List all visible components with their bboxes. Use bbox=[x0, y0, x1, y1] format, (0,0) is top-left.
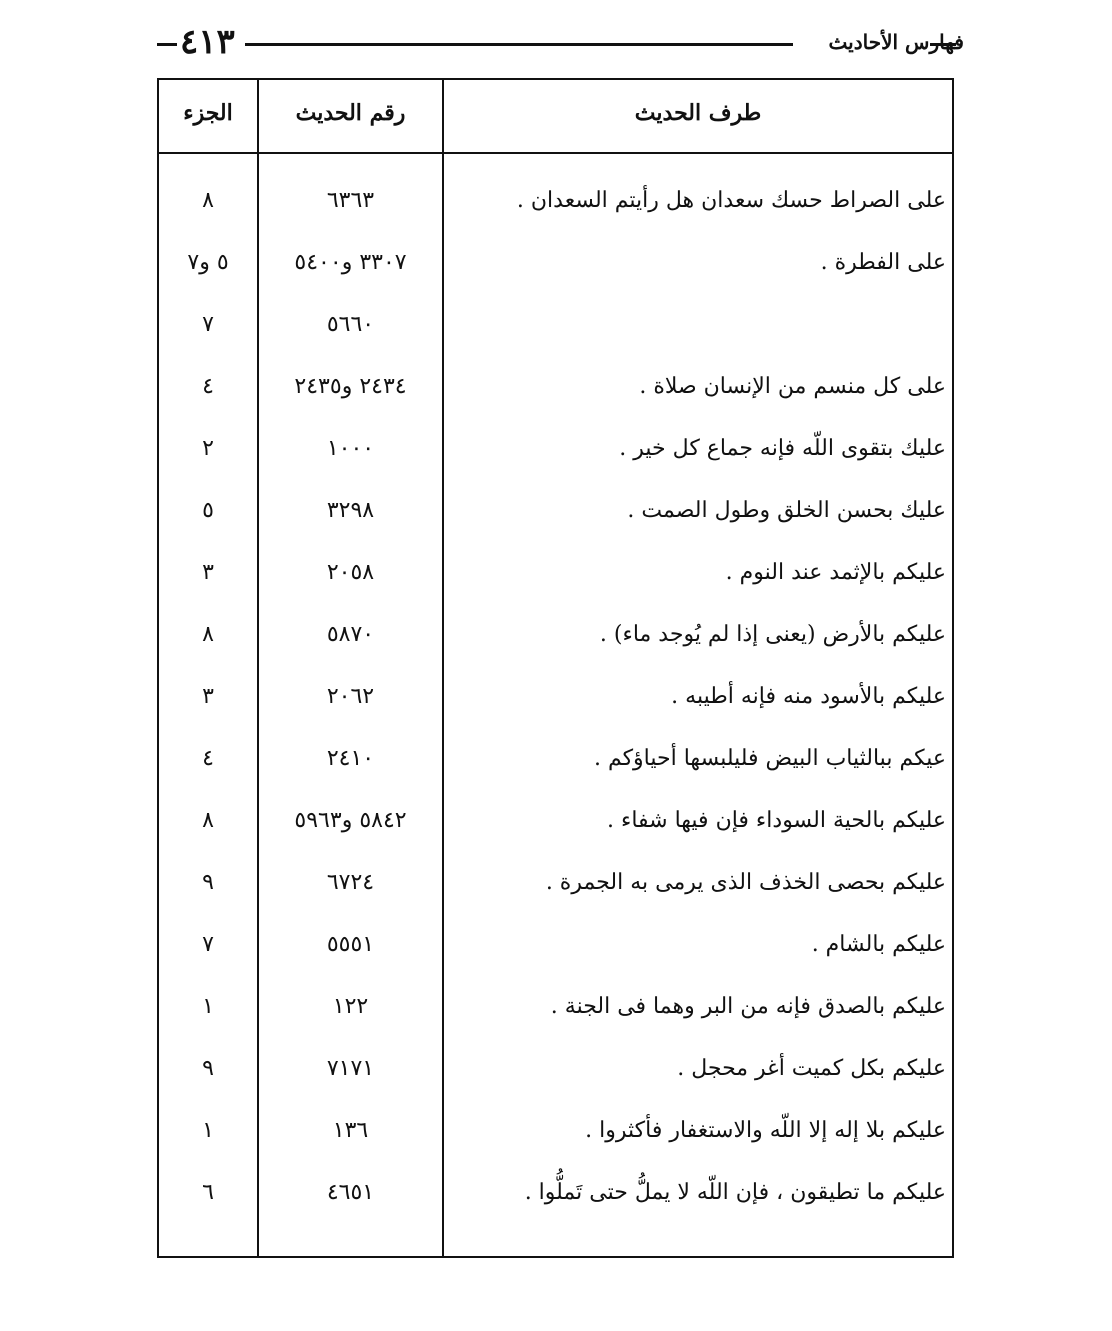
number-cell: ٣٢٩٨ bbox=[326, 498, 375, 523]
text-cell: عليكم ما تطيقون ، فإن اللّه لا يملُّ حتى تَملُّوا . bbox=[524, 1180, 946, 1205]
volume-cell: ٣ bbox=[202, 560, 214, 585]
number-cell: ٧١٧١ bbox=[326, 1056, 375, 1081]
text-cell: عليك بحسن الخلق وطول الصمت . bbox=[627, 498, 946, 523]
number-cell: ٣٣٠٧ و٥٤٠٠ bbox=[294, 250, 407, 275]
number-cell: ٦٣٦٣ bbox=[326, 188, 375, 213]
volume-cell: ٢ bbox=[202, 436, 214, 461]
table-row bbox=[159, 242, 956, 304]
text-cell: عليكم بالحية السوداء فإن فيها شفاء . bbox=[606, 808, 946, 833]
table-row bbox=[159, 366, 956, 428]
text-cell: عليكم بكل كميت أغر محجل . bbox=[677, 1056, 946, 1081]
number-cell: ٥٨٧٠ bbox=[326, 622, 375, 647]
table-row bbox=[159, 180, 956, 242]
volume-cell: ٤ bbox=[202, 746, 214, 771]
volume-cell: ٧ bbox=[202, 312, 214, 337]
table-row bbox=[159, 614, 956, 676]
table-row bbox=[159, 924, 956, 986]
volume-cell: ٩ bbox=[202, 870, 214, 895]
volume-cell: ٨ bbox=[202, 188, 214, 213]
header-rule bbox=[157, 43, 177, 46]
table-row bbox=[159, 676, 956, 738]
header-divider bbox=[159, 152, 952, 154]
page-number: ٤١٣ bbox=[180, 22, 235, 62]
running-header bbox=[0, 20, 1112, 64]
volume-cell: ٨ bbox=[202, 622, 214, 647]
column-header-volume: الجزء bbox=[183, 100, 233, 126]
table-row bbox=[159, 862, 956, 924]
text-cell: عليكم بالصدق فإنه من البر وهما فى الجنة . bbox=[550, 994, 946, 1019]
number-cell: ٢٠٦٢ bbox=[326, 684, 375, 709]
table-row bbox=[159, 800, 956, 862]
text-cell: عليكم بالشام . bbox=[811, 932, 946, 957]
number-cell: ٥٥٥١ bbox=[326, 932, 375, 957]
table-row bbox=[159, 552, 956, 614]
number-cell: ٤٦٥١ bbox=[326, 1180, 375, 1205]
table-body bbox=[159, 180, 956, 1234]
text-cell: عليكم بالأسود منه فإنه أطيبه . bbox=[671, 684, 946, 709]
table-row bbox=[159, 1172, 956, 1234]
number-cell: ٥٦٦٠ bbox=[326, 312, 375, 337]
hadith-index-table bbox=[157, 78, 954, 1258]
table-row bbox=[159, 1048, 956, 1110]
text-cell: عليكم بالإثمد عند النوم . bbox=[725, 560, 946, 585]
text-cell: على الصراط حسك سعدان هل رأيتم السعدان . bbox=[516, 188, 946, 213]
column-header-text: طرف الحديث bbox=[634, 100, 762, 126]
text-cell: عليكم بلا إله إلا اللّه والاستغفار فأكثروا . bbox=[585, 1118, 946, 1143]
number-cell: ٦٧٢٤ bbox=[326, 870, 375, 895]
table-row bbox=[159, 986, 956, 1048]
number-cell: ٢٤١٠ bbox=[326, 746, 375, 771]
volume-cell: ٥ و٧ bbox=[187, 250, 229, 275]
text-cell: عليك بتقوى اللّه فإنه جماع كل خير . bbox=[619, 436, 946, 461]
volume-cell: ٦ bbox=[202, 1180, 214, 1205]
table-row bbox=[159, 1110, 956, 1172]
table-row bbox=[159, 304, 956, 366]
header-title: فهارس الأحاديث bbox=[828, 30, 964, 54]
table-row bbox=[159, 738, 956, 800]
volume-cell: ٤ bbox=[202, 374, 214, 399]
number-cell: ١٣٦ bbox=[332, 1118, 369, 1143]
volume-cell: ٥ bbox=[202, 498, 214, 523]
number-cell: ٥٨٤٢ و٥٩٦٣ bbox=[294, 808, 407, 833]
column-header-number: رقم الحديث bbox=[295, 100, 406, 126]
volume-cell: ٩ bbox=[202, 1056, 214, 1081]
text-cell: عليكم بحصى الخذف الذى يرمى به الجمرة . bbox=[545, 870, 946, 895]
volume-cell: ٣ bbox=[202, 684, 214, 709]
number-cell: ١٢٢ bbox=[332, 994, 369, 1019]
text-cell: عليكم بالأرض (يعنى إذا لم يُوجد ماء) . bbox=[599, 622, 946, 647]
volume-cell: ١ bbox=[202, 1118, 214, 1143]
volume-cell: ٧ bbox=[202, 932, 214, 957]
table-row bbox=[159, 490, 956, 552]
volume-cell: ١ bbox=[202, 994, 214, 1019]
header-rule bbox=[245, 43, 793, 46]
volume-cell: ٨ bbox=[202, 808, 214, 833]
number-cell: ١٠٠٠ bbox=[326, 436, 375, 461]
table-row bbox=[159, 428, 956, 490]
text-cell: عيكم ببالثياب البيض فليلبسها أحياؤكم . bbox=[593, 746, 946, 771]
number-cell: ٢٠٥٨ bbox=[326, 560, 375, 585]
text-cell: على الفطرة . bbox=[820, 250, 946, 275]
text-cell: على كل منسم من الإنسان صلاة . bbox=[639, 374, 946, 399]
number-cell: ٢٤٣٤ و٢٤٣٥ bbox=[294, 374, 407, 399]
